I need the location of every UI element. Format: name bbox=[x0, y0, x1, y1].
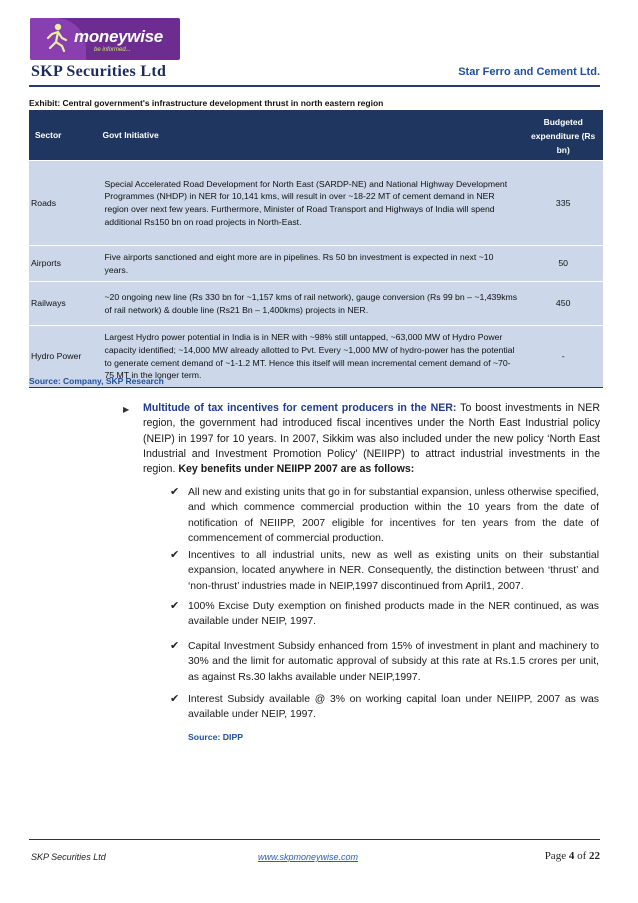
table-row bbox=[29, 161, 603, 246]
footer-company: SKP Securities Ltd bbox=[31, 852, 106, 862]
company-name: SKP Securities Ltd bbox=[31, 63, 167, 80]
cell-budget: 50 bbox=[523, 246, 603, 282]
logo bbox=[30, 18, 180, 60]
cell-sector: Railways bbox=[29, 282, 96, 326]
cell-budget: - bbox=[523, 326, 603, 388]
list-item bbox=[170, 485, 599, 546]
cell-initiative: Largest Hydro power potential in India is in NER with ~98% still untapped, ~63,000 MW of Hydro Power capacity identified; ~14,000 MW already allotted to Pvt. Every ~1,000 MW of hydro-power has the potential to generate cement demand of ~1-1.2 MT. Hence this itself will mean incremental cement demand of ~70-75 MT in the longer term. bbox=[96, 326, 523, 388]
check-icon: ✔ bbox=[170, 640, 180, 652]
cell-sector: Roads bbox=[29, 161, 96, 246]
footer-divider bbox=[29, 839, 600, 840]
list-item bbox=[170, 692, 599, 723]
cell-budget: 335 bbox=[523, 161, 603, 246]
column-header-initiative: Govt Initiative bbox=[96, 110, 523, 161]
arrow-bullet-icon: ▶ bbox=[123, 405, 130, 414]
check-icon: ✔ bbox=[170, 486, 180, 498]
list-item bbox=[170, 639, 599, 685]
table-row bbox=[29, 246, 603, 282]
logo-brand: moneywise bbox=[74, 27, 163, 46]
column-header-budget bbox=[523, 110, 603, 161]
lead-heading: Multitude of tax incentives for cement producers in the NER: bbox=[143, 402, 457, 414]
logo-tagline: be informed... bbox=[94, 47, 131, 53]
benefit-text: Interest Subsidy available @ 3% on working capital loan under NEIIPP, 2007 as was available under NEIP, 1997. bbox=[188, 694, 599, 721]
cell-initiative: ~20 ongoing new line (Rs 330 bn for ~1,157 kms of rail network), gauge conversion (Rs 99 bn – ~1,439kms of rail network) & double line (Rs21 Bn – 1,400kms) projects in NER. bbox=[96, 282, 523, 326]
benefit-text: 100% Excise Duty exemption on finished products made in the NER continued, as was available under NEIP, 1997. bbox=[188, 601, 599, 628]
header-divider bbox=[29, 85, 600, 87]
exhibit-table bbox=[29, 110, 603, 388]
column-header-sector: Sector bbox=[29, 110, 96, 161]
footer-website-link[interactable]: www.skpmoneywise.com bbox=[258, 852, 359, 862]
exhibit-title: Exhibit: Central government's infrastructure development thrust in north eastern region bbox=[29, 98, 384, 108]
list-item bbox=[170, 548, 599, 594]
table-row bbox=[29, 282, 603, 326]
page-number bbox=[545, 850, 600, 862]
lead-text: To boost investments in NER region, the government had introduced fiscal incentives under the North East Industrial policy (NEIP) in 1997 for 10 years. In 2007, Sikkim was also included under the new policy ‘North East Industrial and Investment Promotion Policy’ (NEIIPP) to attract industrial investments in the region. bbox=[143, 402, 600, 476]
benefit-text: Capital Investment Subsidy enhanced from 15% of investment in plant and machinery to 30% and the limit for automatic approval of subsidy at this rate at Rs.1.5 crores per unit, as against Rs.30 lakhs available under NEIP,1997. bbox=[188, 641, 599, 683]
check-icon: ✔ bbox=[170, 693, 180, 705]
exhibit-source: Source: Company, SKP Research bbox=[29, 376, 164, 386]
lead-paragraph bbox=[123, 401, 600, 477]
page-of: of bbox=[574, 850, 589, 862]
table-header-row bbox=[29, 110, 603, 161]
runner-icon bbox=[44, 22, 68, 52]
page-current: 4 bbox=[568, 850, 575, 862]
page-prefix: Page bbox=[544, 850, 569, 862]
cell-initiative: Special Accelerated Road Development for North East (SARDP-NE) and National Highway Development Programmes (NHDP) in NER for 10,141 kms, will result in over ~18-22 MT of cement demand in NER region over next few years. Furthermore, Minister of Road Transport and Highways of India will spend additional Rs150 bn on road projects in North-East. bbox=[96, 161, 523, 246]
lead-bold-tail: Key benefits under NEIIPP 2007 are as follows: bbox=[178, 463, 415, 476]
benefit-text: Incentives to all industrial units, new as well as existing units on their substantial expansion, located anywhere in NER. Consequently, the distinction between ‘thrust’ and ‘non-thrust’ industries made in NEIP,1997 discontinued from April1, 2007. bbox=[188, 550, 599, 592]
cell-budget: 450 bbox=[523, 282, 603, 326]
list-item bbox=[170, 599, 599, 630]
column-header-budget-text: Budgeted expenditure (Rs bn) bbox=[531, 117, 596, 155]
report-title: Star Ferro and Cement Ltd. bbox=[458, 66, 600, 78]
benefits-source: Source: DIPP bbox=[188, 732, 244, 742]
cell-sector: Airports bbox=[29, 246, 96, 282]
check-icon: ✔ bbox=[170, 549, 180, 561]
cell-sector: Hydro Power bbox=[29, 326, 96, 388]
check-icon: ✔ bbox=[170, 600, 180, 612]
page-total: 22 bbox=[589, 850, 600, 862]
cell-initiative: Five airports sanctioned and eight more are in pipelines. Rs 50 bn investment is expected in next ~10 years. bbox=[96, 246, 523, 282]
benefit-text: All new and existing units that go in for substantial expansion, unless otherwise specified, and which commence commercial production within the 10 years from the date of notification of NEIIPP, 2007 eligible for incentives for ten years from the date of commencement of commercial production. bbox=[188, 487, 599, 544]
